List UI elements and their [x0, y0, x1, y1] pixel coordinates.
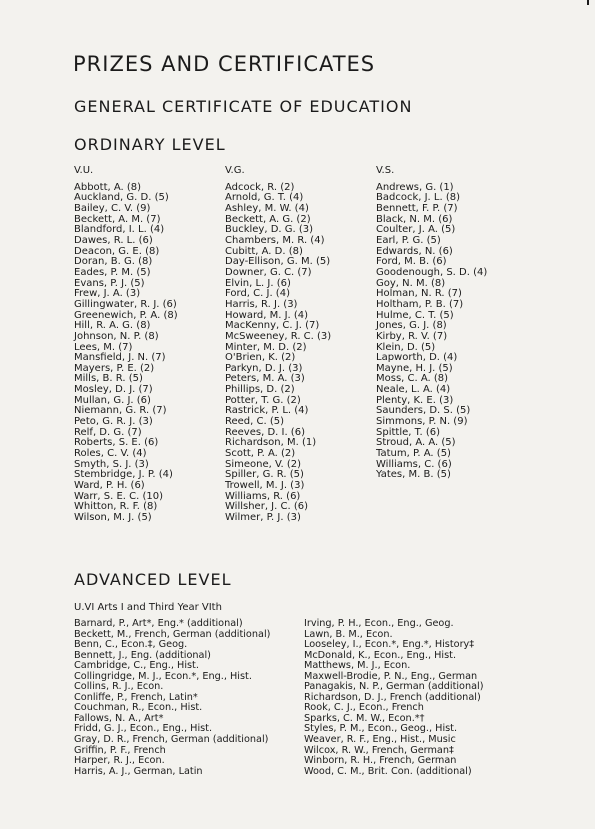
vu-name: Deacon, G. E. (8) [74, 245, 160, 257]
vg-name: Arnold, G. T. (4) [225, 192, 304, 204]
vg-name: McSweeney, R. C. (3) [225, 330, 332, 342]
advanced-right-list [304, 619, 484, 777]
vs-name: Yates, M. B. (5) [376, 469, 451, 481]
advanced-entry: Benn, C., Econ.‡, Geog. [74, 639, 188, 651]
advanced-level-heading: ADVANCED LEVEL [74, 570, 232, 589]
vs-name: Holtham, P. B. (7) [376, 298, 464, 310]
vu-name: Eades, P. M. (5) [74, 266, 151, 278]
advanced-left-list [74, 619, 270, 777]
vs-name: Goodenough, S. D. (4) [376, 266, 488, 278]
vg-name: Simeone, V. (2) [225, 458, 302, 470]
vu-name: Abbott, A. (8) [74, 181, 142, 193]
vu-column [74, 166, 178, 524]
vu-name: Lees, M. (7) [74, 341, 133, 353]
advanced-entry: Wood, C. M., Brit. Con. (additional) [304, 765, 472, 777]
advanced-entry: Fridd, G. J., Econ., Eng., Hist. [74, 723, 213, 735]
vs-name: Bennett, F. P. (7) [376, 202, 458, 214]
vu-column-heading: V.U. [74, 165, 94, 176]
advanced-entry: Matthews, M. J., Econ. [304, 660, 411, 672]
vs-name: Kirby, R. V. (7) [376, 330, 448, 342]
vg-name: Reed, C. (5) [225, 416, 285, 428]
vs-name: Edwards, N. (6) [376, 245, 453, 257]
vs-name: Saunders, D. S. (5) [376, 405, 471, 417]
vs-name: Moss, C. A. (8) [376, 373, 449, 385]
vs-name: Stroud, A. A. (5) [376, 437, 456, 449]
vg-name: Howard, M. J. (4) [225, 309, 309, 321]
vu-name: Mills, B. R. (5) [74, 373, 143, 385]
vs-name: Spittle, T. (6) [376, 426, 441, 438]
vu-name: Stembridge, J. P. (4) [74, 469, 173, 481]
vu-name: Mansfield, J. N. (7) [74, 352, 166, 364]
vu-name: Mullan, G. J. (6) [74, 394, 151, 406]
vs-column-heading: V.S. [376, 165, 395, 176]
page-subtitle: GENERAL CERTIFICATE OF EDUCATION [74, 97, 413, 116]
vu-name: Gillingwater, R. J. (6) [74, 298, 177, 310]
vg-name: Beckett, A. G. (2) [225, 213, 311, 225]
advanced-entry: Fallows, N. A., Art* [74, 712, 164, 724]
vg-column-heading: V.G. [225, 165, 245, 176]
vg-name: Chambers, M. R. (4) [225, 234, 325, 246]
vu-name: Roberts, S. E. (6) [74, 437, 159, 449]
advanced-entry: Rook, C. J., Econ., French [304, 702, 424, 714]
vg-name: Trowell, M. J. (3) [225, 480, 305, 492]
advanced-entry: Cambridge, C., Eng., Hist. [74, 660, 199, 672]
advanced-entry: Harper, R. J., Econ. [74, 755, 165, 767]
vg-name: Spiller, G. R. (5) [225, 469, 304, 481]
advanced-entry: Styles, P. M., Econ., Geog., Hist. [304, 723, 458, 735]
vs-name: Mayne, H. J. (5) [376, 362, 453, 374]
advanced-entry: Collingridge, M. J., Econ.*, Eng., Hist. [74, 670, 252, 682]
vu-name: Bailey, C. V. (9) [74, 202, 151, 214]
vg-name: Downer, G. C. (7) [225, 266, 312, 278]
vs-name: Hulme, C. T. (5) [376, 309, 454, 321]
advanced-entry: Looseley, I., Econ.*, Eng.*, History‡ [304, 639, 475, 651]
vs-name: Klein, D. (5) [376, 341, 436, 353]
vu-name: Evans, P. J. (5) [74, 277, 145, 289]
vg-name: Harris, R. J. (3) [225, 298, 298, 310]
advanced-entry: Maxwell-Brodie, P. N., Eng., German [304, 670, 478, 682]
vs-name: Goy, N. M. (8) [376, 277, 446, 289]
advanced-entry: Beckett, M., French, German (additional) [74, 628, 271, 640]
corner-mark [587, 0, 589, 5]
advanced-entry: Winborn, R. H., French, German [304, 755, 457, 767]
vs-name: Tatum, P. A. (5) [376, 448, 451, 460]
vs-name: Neale, L. A. (4) [376, 384, 451, 396]
vu-name: Relf, D. G. (7) [74, 426, 142, 438]
vs-name: Williams, C. (6) [376, 458, 452, 470]
vg-name: Cubitt, A. D. (8) [225, 245, 303, 257]
vg-name: MacKenny, C. J. (7) [225, 320, 320, 332]
vs-name: Black, N. M. (6) [376, 213, 453, 225]
vg-name: Elvin, L. J. (6) [225, 277, 291, 289]
vu-name: Wilson, M. J. (5) [74, 512, 152, 523]
vu-name: Smyth, S. J. (3) [74, 458, 149, 470]
vs-name: Badcock, J. L. (8) [376, 192, 460, 204]
vu-name: Ward, P. H. (6) [74, 480, 145, 492]
vg-name: Reeves, D. I. (6) [225, 426, 305, 438]
advanced-entry: Weaver, R. F., Eng., Hist., Music [304, 734, 456, 746]
vs-name: Earl, P. G. (5) [376, 234, 441, 246]
page-title: PRIZES AND CERTIFICATES [73, 52, 376, 76]
vg-name: Willsher, J. C. (6) [225, 501, 308, 513]
vu-name: Warr, S. E. C. (10) [74, 490, 164, 502]
vg-name: Buckley, D. G. (3) [225, 224, 314, 236]
vg-name: O'Brien, K. (2) [225, 352, 296, 364]
vu-name: Johnson, N. P. (8) [74, 330, 159, 342]
vs-name: Simmons, P. N. (9) [376, 416, 468, 428]
vg-name: Potter, T. G. (2) [225, 394, 301, 406]
vg-name: Peters, M. A. (3) [225, 373, 305, 385]
vs-name: Ford, M. B. (6) [376, 256, 447, 268]
advanced-entry: Sparks, C. M. W., Econ.*† [304, 712, 425, 724]
vs-name: Plenty, K. E. (3) [376, 394, 454, 406]
vu-name: Roles, C. V. (4) [74, 448, 147, 460]
advanced-entry: Wilcox, R. W., French, German‡ [304, 744, 454, 756]
vg-name: Ford, C. J. (4) [225, 288, 290, 300]
advanced-entry: Barnard, P., Art*, Eng.* (additional) [74, 618, 243, 629]
vu-name: Beckett, A. M. (7) [74, 213, 161, 225]
vu-name: Greenewich, P. A. (8) [74, 309, 178, 321]
advanced-entry: Collins, R. J., Econ. [74, 681, 164, 693]
vs-name: Holman, N. R. (7) [376, 288, 462, 300]
vs-name: Lapworth, D. (4) [376, 352, 458, 364]
advanced-entry: McDonald, K., Econ., Eng., Hist. [304, 649, 457, 661]
advanced-entry: Gray, D. R., French, German (additional) [74, 734, 269, 746]
vg-column [225, 166, 331, 524]
ordinary-level-heading: ORDINARY LEVEL [74, 135, 226, 154]
advanced-entry: Lawn, B. M., Econ. [304, 628, 393, 640]
vu-name: Blandford, I. L. (4) [74, 224, 165, 236]
vg-name: Phillips, D. (2) [225, 384, 295, 396]
vu-name: Dawes, R. L. (6) [74, 234, 153, 246]
vg-name-list [225, 183, 331, 524]
vg-name: Day-Ellison, G. M. (5) [225, 256, 331, 268]
advanced-entry: Irving, P. H., Econ., Eng., Geog. [304, 618, 454, 629]
advanced-entry: Couchman, R., Econ., Hist. [74, 702, 203, 714]
vs-name: Andrews, G. (1) [376, 181, 454, 193]
advanced-entry: Richardson, D. J., French (additional) [304, 691, 481, 703]
vu-name-list [74, 183, 178, 524]
vg-name: Wilmer, P. J. (3) [225, 512, 301, 523]
vg-name: Rastrick, P. L. (4) [225, 405, 309, 417]
advanced-group-heading: U.VI Arts I and Third Year VIth [74, 602, 222, 613]
advanced-entry: Panagakis, N. P., German (additional) [304, 681, 484, 693]
vs-name-list [376, 183, 487, 481]
vg-name: Ashley, M. W. (4) [225, 202, 309, 214]
vu-name: Mayers, P. E. (2) [74, 362, 155, 374]
vs-name: Jones, G. J. (8) [376, 320, 447, 332]
advanced-entry: Griffin, P. F., French [74, 744, 166, 756]
vu-name: Frew, J. A. (3) [74, 288, 141, 300]
vs-name: Coulter, J. A. (5) [376, 224, 456, 236]
advanced-entry: Bennett, J., Eng. (additional) [74, 649, 211, 661]
vu-name: Peto, G. R. J. (3) [74, 416, 153, 428]
vu-name: Doran, B. G. (8) [74, 256, 153, 268]
vs-column [376, 166, 487, 481]
vu-name: Niemann, G. R. (7) [74, 405, 167, 417]
vg-name: Scott, P. A. (2) [225, 448, 296, 460]
advanced-entry: Harris, A. J., German, Latin [74, 765, 203, 777]
advanced-entry: Conliffe, P., French, Latin* [74, 691, 198, 703]
vg-name: Minter, M. D. (2) [225, 341, 307, 353]
vg-name: Adcock, R. (2) [225, 181, 295, 193]
vu-name: Mosley, D. J. (7) [74, 384, 153, 396]
vu-name: Auckland, G. D. (5) [74, 192, 169, 204]
vu-name: Whitton, R. F. (8) [74, 501, 158, 513]
vg-name: Parkyn, D. J. (3) [225, 362, 303, 374]
vg-name: Williams, R. (6) [225, 490, 301, 502]
vu-name: Hill, R. A. G. (8) [74, 320, 151, 332]
vg-name: Richardson, M. (1) [225, 437, 317, 449]
